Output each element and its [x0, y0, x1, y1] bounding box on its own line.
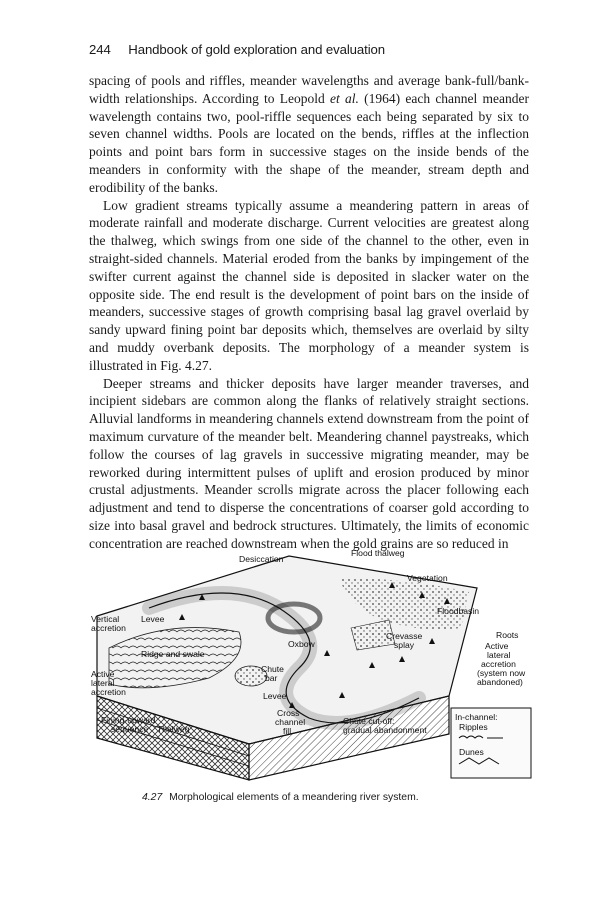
figure-number: 4.27: [142, 792, 163, 803]
paragraph-3: Deeper streams and thicker deposits have larger meander traverses, and incipient sidebars are common along the flanks of relatively straight sections. Alluvial landforms in meandering channels extend downstream from the point of maximum curvature of the meander belt. Meandering channel paystreaks, which follow the courses of lag gravels in successive migrating meander, may be reworked during intermittent pulses of uplift and erosion produced by minor crustal adjustments. Meander scrolls migrate across the placer following each adjustment and tend to disperse the concentrations of coarser gold according to size into basal gravel and bedrock structures. Ultimately, the limits of economic concentration are reached downstream when the gold grains are so reduced in: [89, 375, 529, 551]
figure-meandering-river: [89, 548, 533, 784]
label-levee-bottom: Levee: [263, 691, 287, 701]
paragraph-2: Low gradient streams typically assume a meandering pattern in areas of moderate rainfall and moderate discharge. Current velocities are greatest along the thalweg, which swings from one side of the channel to the other, even in straight-sided channels. Material eroded from the banks by impingement of the swifter current against the channel side is deposited in slacker water on the opposite side. The end result is the development of point bars on the inside of meanders, successive stages of growth comprising basal lag gravel overlaid by sandy upward fining point bar deposits which, themselves are overlaid by silty and muddy overbank deposits. The morphology of a meander system is illustrated in Fig. 4.27.: [89, 197, 529, 373]
label-ridge-and-swale: Ridge and swale: [141, 649, 205, 659]
running-header: [89, 42, 385, 57]
label-fining-upward-sequence: Fining-upward sequence: [101, 715, 156, 734]
label-active-lateral-accretion-right: Active lateral accretion (system now abandoned): [477, 641, 526, 687]
label-vertical-accretion: Vertical accretion: [91, 614, 126, 633]
block-diagram: [89, 548, 533, 784]
label-oxbow: Oxbow: [288, 639, 315, 649]
running-title: Handbook of gold exploration and evaluation: [128, 42, 385, 57]
label-dunes: Dunes: [459, 747, 484, 757]
label-floodbasin: Floodbasin: [437, 606, 480, 616]
label-roots: Roots: [496, 630, 519, 640]
caption-text: Morphological elements of a meandering river system.: [169, 792, 419, 803]
label-flood-thalweg: Flood thalweg: [351, 548, 405, 558]
label-desiccation: Desiccation: [239, 554, 284, 564]
label-cross-channel-fill: Cross channel fill: [275, 708, 306, 736]
paragraph-1: spacing of pools and riffles, meander wavelengths and average bank-full/bank-width relationships. According to Leopold et al. (1964) each channel meander wavelength contains two, pool-riffle sequences each being separated by six to seven channel widths. Pools are located on the bends, riffles at the inflection points and point bars form in successive stages on the inside bends of the meanders in conformity with the shape of the meander, stream depth and erodibility of the banks.: [89, 73, 530, 195]
figure-caption: [142, 792, 419, 803]
label-vegetation: Vegetation: [407, 573, 448, 583]
page-number: 244: [89, 42, 111, 57]
label-chute-cutoff: Chute cut-off: gradual abandonment: [343, 716, 427, 735]
label-chute-bar: Chute bar: [261, 664, 284, 683]
label-levee-top: Levee: [141, 614, 165, 624]
citation-et-al: et al.: [330, 90, 359, 106]
label-active-lateral-accretion-left: Active lateral accretion: [91, 669, 126, 697]
label-thalweg: Thalweg: [157, 724, 190, 734]
label-in-channel: In-channel:: [455, 712, 498, 722]
label-ripples: Ripples: [459, 722, 488, 732]
body-text: [89, 72, 529, 553]
label-crevasse-splay: Crevasse splay: [386, 631, 423, 650]
